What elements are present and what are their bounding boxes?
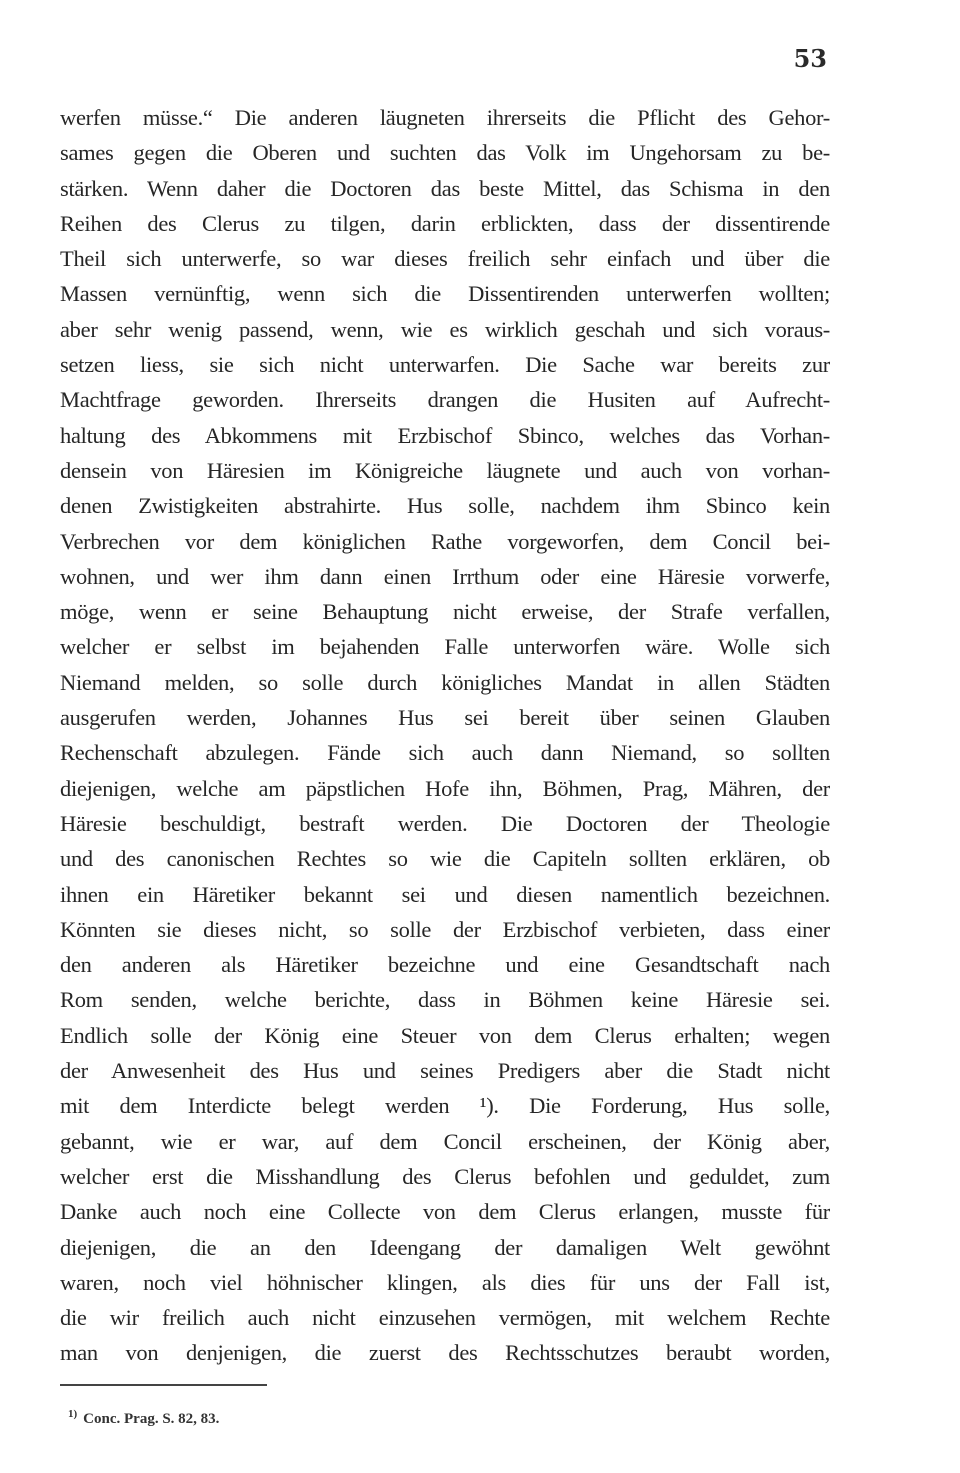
text-line: Machtfrage geworden. Ihrerseits drangen die Husiten auf Aufrecht-	[60, 387, 830, 413]
text-line: diejenigen, die an den Ideengang der damaligen Welt gewöhnt	[60, 1234, 830, 1260]
text-line: stärken. Wenn daher die Doctoren das beste Mittel, das Schisma in den	[60, 175, 830, 201]
text-line: aber sehr wenig passend, wenn, wie es wirklich geschah und sich voraus-	[60, 316, 830, 342]
page-number: 53	[793, 44, 827, 73]
body-text	[60, 100, 830, 1371]
text-line: gebannt, wie er war, auf dem Concil erscheinen, der König aber,	[60, 1128, 830, 1154]
text-line: möge, wenn er seine Behauptung nicht erweise, der Strafe verfallen,	[60, 599, 830, 625]
text-line: Danke auch noch eine Collecte von dem Clerus erlangen, musste für	[60, 1199, 830, 1225]
text-line: Rom senden, welche berichte, dass in Böhmen keine Häresie sei.	[60, 987, 830, 1013]
footnote	[68, 1408, 219, 1428]
text-line: haltung des Abkommens mit Erzbischof Sbinco, welches das Vorhan-	[60, 422, 830, 448]
footnote-text: Conc. Prag. S. 82, 83.	[83, 1411, 220, 1427]
text-line: und des canonischen Rechtes so wie die Capiteln sollten erklären, ob	[60, 846, 830, 872]
text-line: ausgerufen werden, Johannes Hus sei bereit über seinen Glauben	[60, 705, 830, 731]
text-line: Verbrechen vor dem königlichen Rathe vorgeworfen, dem Concil bei-	[60, 528, 830, 554]
text-line: Massen vernünftig, wenn sich die Dissentirenden unterwerfen wollten;	[60, 281, 830, 307]
text-line: diejenigen, welche am päpstlichen Hofe ihn, Böhmen, Prag, Mähren, der	[60, 775, 830, 801]
text-line: denen Zwistigkeiten abstrahirte. Hus solle, nachdem ihm Sbinco kein	[60, 493, 830, 519]
text-line: Endlich solle der König eine Steuer von dem Clerus erhalten; wegen	[60, 1022, 830, 1048]
text-line: densein von Häresien im Königreiche läugnete und auch von vorhan-	[60, 457, 830, 483]
text-line: sames gegen die Oberen und suchten das Volk im Ungehorsam zu be-	[60, 140, 830, 166]
text-line: mit dem Interdicte belegt werden ¹). Die Forderung, Hus solle,	[60, 1093, 830, 1119]
text-line: welcher erst die Misshandlung des Clerus befohlen und geduldet, zum	[60, 1163, 830, 1189]
text-line: Könnten sie dieses nicht, so solle der Erzbischof verbieten, dass einer	[60, 916, 830, 942]
footnote-marker: 1)	[68, 1408, 78, 1420]
text-line: Häresie beschuldigt, bestraft werden. Die Doctoren der Theologie	[60, 810, 830, 836]
text-line: wohnen, und wer ihm dann einen Irrthum oder eine Häresie vorwerfe,	[60, 563, 830, 589]
text-line: Rechenschaft abzulegen. Fände sich auch dann Niemand, so sollten	[60, 740, 830, 766]
text-line: Reihen des Clerus zu tilgen, darin erblickten, dass der dissentirende	[60, 210, 830, 236]
text-line: Niemand melden, so solle durch königliches Mandat in allen Städten	[60, 669, 830, 695]
text-line: den anderen als Häretiker bezeichne und eine Gesandtschaft nach	[60, 952, 830, 978]
footnote-separator	[60, 1384, 267, 1386]
text-line: welcher er selbst im bejahenden Falle unterworfen wäre. Wolle sich	[60, 634, 830, 660]
text-line: Theil sich unterwerfe, so war dieses freilich sehr einfach und über die	[60, 246, 830, 272]
text-line: waren, noch viel höhnischer klingen, als dies für uns der Fall ist,	[60, 1269, 830, 1295]
text-line: werfen müsse.“ Die anderen läugneten ihrerseits die Pflicht des Gehor-	[60, 105, 830, 130]
text-line: man von denjenigen, die zuerst des Rechtsschutzes beraubt worden,	[60, 1340, 830, 1366]
text-line: ihnen ein Häretiker bekannt sei und diesen namentlich bezeichnen.	[60, 881, 830, 907]
text-line: die wir freilich auch nicht einzusehen vermögen, mit welchem Rechte	[60, 1305, 830, 1331]
text-line: setzen liess, sie sich nicht unterwarfen. Die Sache war bereits zur	[60, 352, 830, 378]
text-line: der Anwesenheit des Hus und seines Predigers aber die Stadt nicht	[60, 1058, 830, 1084]
